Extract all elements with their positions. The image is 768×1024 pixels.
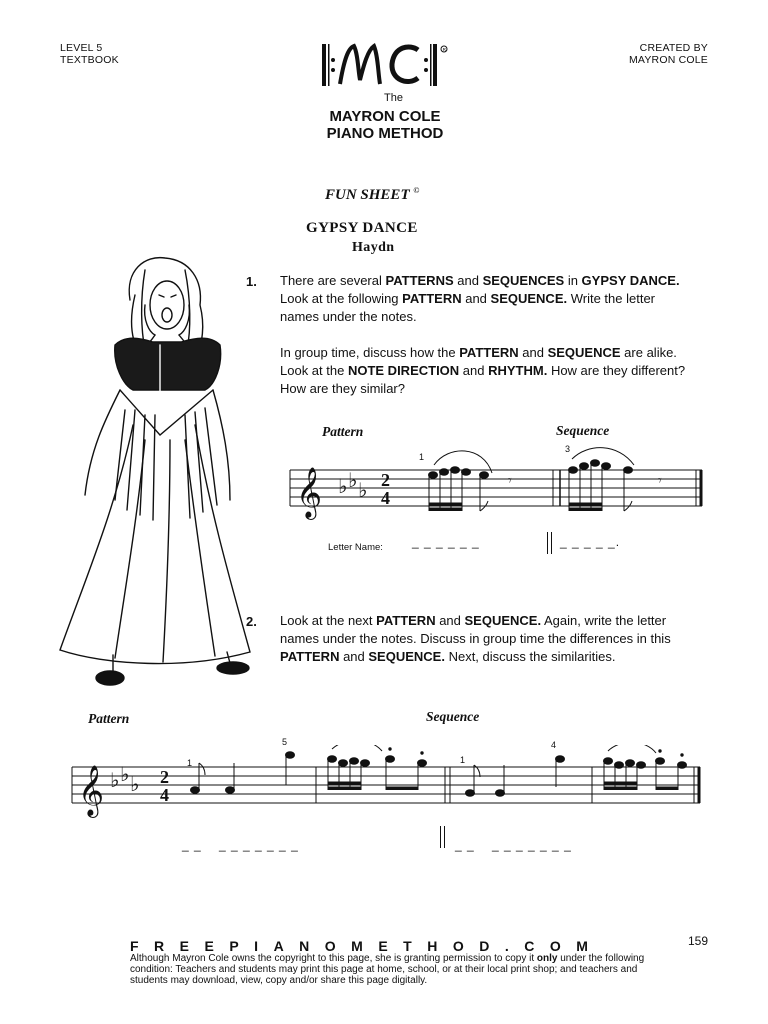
letter-blanks-pattern-1[interactable]: _ _ _ _ _ _	[412, 535, 480, 549]
step-1-paragraph-1: There are several PATTERNS and SEQUENCES in GYPSY DANCE. Look at the following PATTERN and SEQUENCE. Write the letter names under the notes.	[280, 273, 680, 324]
svg-text:𝄾: 𝄾	[658, 473, 662, 489]
svg-text:𝄞: 𝄞	[296, 467, 323, 518]
mc-logo-icon	[318, 40, 468, 90]
finger-number-4: 4	[551, 740, 557, 750]
svg-text:𝄞: 𝄞	[78, 765, 105, 816]
footer-url[interactable]: FREEPIANOMETHOD.COM	[130, 938, 604, 954]
music-staff-2	[70, 745, 705, 830]
svg-text:R: R	[442, 47, 446, 52]
pattern-label-2: Pattern	[88, 711, 130, 726]
letter-blanks-pattern-2[interactable]: _ _ _ _ _ _ _ _ _	[182, 838, 299, 852]
svg-text:4: 4	[381, 488, 390, 508]
double-bar-divider-2	[440, 826, 445, 848]
step-2-paragraph: Look at the next PATTERN and SEQUENCE. Again, write the letter names under the notes. Discuss in group time the differences in this PATTERN and SEQUENCE. Next, discuss the similarities.	[280, 613, 671, 664]
svg-text:♭: ♭	[120, 762, 130, 786]
svg-text:2: 2	[160, 767, 169, 787]
double-bar-divider-1	[547, 532, 552, 554]
finger-number-1: 1	[419, 452, 425, 462]
svg-text:2: 2	[381, 470, 390, 490]
svg-text:♭: ♭	[130, 772, 140, 796]
step-2-number: 2.	[246, 614, 257, 629]
gypsy-girl-illustration	[45, 250, 265, 700]
logo-the: The	[384, 92, 403, 104]
footer-copyright-text: Although Mayron Cole owns the copyright to this page, she is granting permission to copy it only under the following condition: Teachers and students may print this page at home, school, or at their local print shop; and teachers and students may download, view, copy and/or share this page digitally.	[130, 953, 645, 986]
creator-label: CREATED BY MAYRON COLE	[628, 42, 708, 66]
finger-number-3: 3	[565, 444, 571, 454]
svg-text:♭: ♭	[358, 478, 368, 502]
svg-text:𝄾: 𝄾	[508, 473, 512, 489]
step-1-paragraph-2: In group time, discuss how the PATTERN and SEQUENCE are alike. Look at the NOTE DIRECTION and RHYTHM. How are they different? How are they similar?	[280, 345, 686, 396]
svg-text:♭: ♭	[348, 468, 358, 492]
level-label: LEVEL 5 TEXTBOOK	[60, 42, 119, 66]
svg-text:4: 4	[160, 785, 169, 805]
song-title: GYPSY DANCE	[306, 220, 418, 236]
finger-number-1b: 1	[460, 755, 466, 765]
fun-sheet-title: FUN SHEET ©	[325, 186, 420, 203]
step-1-number: 1.	[246, 274, 257, 289]
letter-blanks-sequence-2[interactable]: _ _ _ _ _ _ _ _ _	[455, 838, 572, 852]
svg-text:♭: ♭	[110, 768, 120, 792]
letter-name-label: Letter Name:	[328, 542, 383, 553]
sequence-label-2: Sequence	[426, 709, 480, 724]
finger-number-1a: 1	[187, 758, 193, 768]
pattern-label-1: Pattern	[322, 424, 364, 439]
svg-text:♭: ♭	[338, 474, 348, 498]
page-number: 159	[688, 934, 709, 948]
sequence-label-1: Sequence	[556, 423, 610, 438]
logo-title: MAYRON COLE PIANO METHOD	[326, 108, 444, 142]
finger-number-5: 5	[282, 737, 288, 747]
letter-blanks-sequence-1[interactable]: _ _ _ _ _.	[560, 535, 621, 549]
composer-name: Haydn	[352, 240, 395, 255]
music-staff-1	[288, 445, 708, 535]
